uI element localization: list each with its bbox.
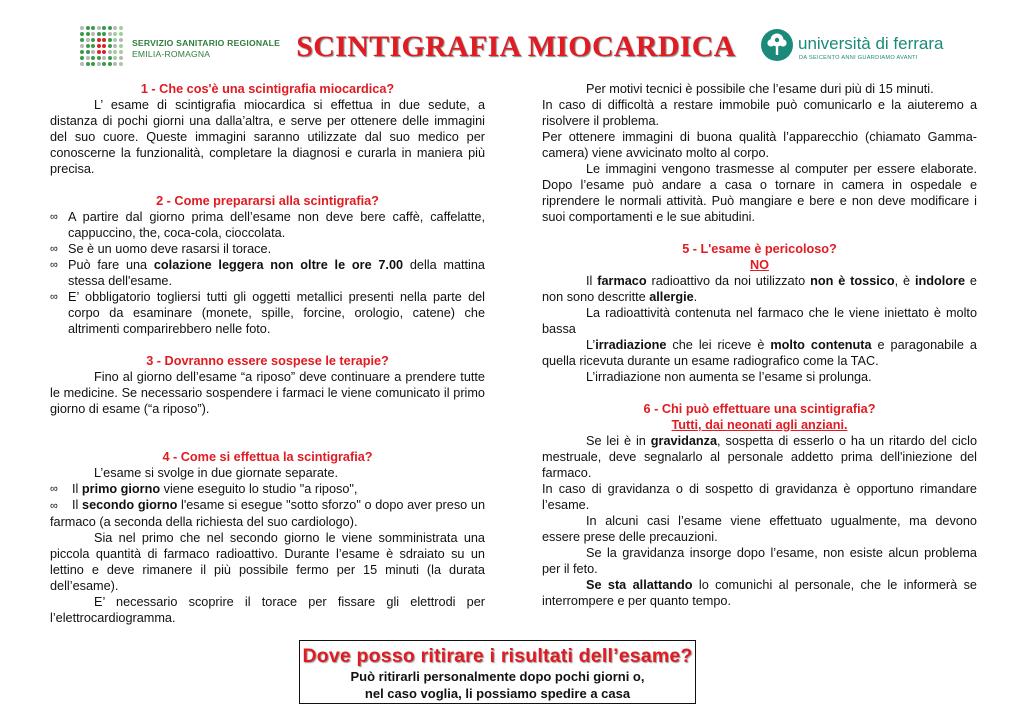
logo-dot bbox=[91, 26, 95, 30]
section-4-paragraph-3: E’ necessario scoprire il torace per fissare gli elettrodi per l’elettrocardiogramma. bbox=[50, 595, 485, 625]
unife-logo bbox=[760, 28, 960, 68]
section-6-heading: 6 - Chi può effettuare una scintigrafia? bbox=[643, 402, 876, 416]
logo-dot bbox=[102, 32, 106, 36]
ssr-logo-line1: SERVIZIO SANITARIO REGIONALE bbox=[132, 38, 281, 48]
section-6-paragraph-1: Se lei è in gravidanza, sospetta di esserlo o ha un ritardo del ciclo mestruale, deve segnalarlo al personale addetto prima dell'iniezione del farmaco. bbox=[542, 434, 977, 480]
logo-dot bbox=[113, 26, 117, 30]
section-4-heading: 4 - Come si effettua la scintigrafia? bbox=[162, 450, 373, 464]
logo-dot bbox=[91, 50, 95, 54]
logo-dot bbox=[97, 62, 101, 66]
logo-dot bbox=[119, 56, 123, 60]
right-intro-p2: In caso di difficoltà a restare immobile può comunicarlo e la aiuteremo a risolvere il problema. bbox=[542, 98, 977, 128]
logo-dot bbox=[80, 50, 84, 54]
section-6-answer: Tutti, dai neonati agli anziani. bbox=[671, 418, 848, 432]
section-1-text: L’ esame di scintigrafia miocardica si effettua in due sedute, a distanza di pochi giorni una dalla’altra, e serve per ottenere delle immagini del suo cuore. Queste immagini saranno utilizzate dal suo medico per conoscerne la funzionalità, completare la diagnosi e curarla in maniera più precisa. bbox=[50, 98, 485, 176]
section-3-heading: 3 - Dovranno essere sospese le terapie? bbox=[146, 354, 389, 368]
logo-dot bbox=[86, 44, 90, 48]
logo-dot bbox=[86, 38, 90, 42]
unife-tagline: DA SEICENTO ANNI GUARDIAMO AVANTI bbox=[799, 55, 918, 61]
section-2-heading: 2 - Come prepararsi alla scintigrafia? bbox=[156, 194, 379, 208]
logo-dot bbox=[91, 32, 95, 36]
right-column bbox=[542, 81, 977, 609]
logo-dot bbox=[108, 62, 112, 66]
section-5-paragraph-3: L’irradiazione che lei riceve è molto contenuta e paragonabile a quella ricevuta durante un esame radiografico come la TAC. bbox=[542, 338, 977, 368]
list-item: ∞ Se è un uomo deve rasarsi il torace. bbox=[50, 242, 272, 256]
logo-dot bbox=[102, 26, 106, 30]
logo-dot bbox=[113, 38, 117, 42]
bullet-icon: ∞ bbox=[50, 500, 58, 512]
logo-dot bbox=[97, 38, 101, 42]
unife-name: università di ferrara bbox=[798, 34, 944, 53]
right-intro-p3: Per ottenere immagini di buona qualità l’apparecchio (chiamato Gamma-camera) viene avvicinato molto al corpo. bbox=[542, 130, 977, 160]
logo-dot bbox=[97, 32, 101, 36]
section-5-answer: NO bbox=[749, 258, 770, 272]
right-intro-p4: Le immagini vengono trasmesse al computer per essere elaborate. Dopo l’esame può andare a casa o tornare in camera in ospedale e riprendere le normali attività. Può mangiare e bere e non deve modificare i suoi comportamenti e le sue abitudini. bbox=[542, 162, 977, 224]
logo-dot bbox=[102, 38, 106, 42]
section-3-text: Fino al giorno dell’esame “a riposo” deve continuare a prendere tutte le medicine. Se necessario sospendere i farmaci le viene comunicato il primo giorno di esame (“a riposo”). bbox=[50, 370, 485, 416]
tree-seal-icon bbox=[760, 28, 794, 62]
logo-dot bbox=[102, 62, 106, 66]
logo-dot bbox=[119, 50, 123, 54]
section-6-paragraph-2: In caso di gravidanza o di sospetto di gravidanza è opportuno rimandare l’esame. bbox=[542, 482, 977, 512]
logo-dot bbox=[102, 56, 106, 60]
logo-dot bbox=[97, 56, 101, 60]
list-item: ∞ Può fare una colazione leggera non oltre le ore 7.00 della mattina stessa dell'esame. bbox=[50, 258, 485, 288]
left-column bbox=[50, 81, 485, 626]
bullet-icon: ∞ bbox=[50, 483, 58, 495]
logo-dot bbox=[80, 56, 84, 60]
section-5-heading: 5 - L'esame è pericoloso? bbox=[682, 242, 837, 256]
logo-dot bbox=[91, 38, 95, 42]
logo-dot bbox=[86, 32, 90, 36]
dot-grid-logo-icon bbox=[80, 26, 124, 68]
logo-dot bbox=[108, 26, 112, 30]
section-4-intro: L’esame si svolge in due giornate separate. bbox=[94, 466, 339, 480]
logo-dot bbox=[119, 44, 123, 48]
bullet-icon: ∞ bbox=[50, 259, 58, 271]
logo-dot bbox=[119, 62, 123, 66]
ssr-emilia-romagna-logo bbox=[80, 26, 290, 68]
logo-dot bbox=[102, 50, 106, 54]
logo-dot bbox=[108, 50, 112, 54]
logo-dot bbox=[91, 44, 95, 48]
logo-dot bbox=[113, 50, 117, 54]
logo-dot bbox=[91, 62, 95, 66]
logo-dot bbox=[119, 38, 123, 42]
logo-dot bbox=[119, 26, 123, 30]
list-item: ∞ Il primo giorno viene eseguito lo studio "a riposo", bbox=[50, 482, 358, 496]
list-item: ∞ A partire dal giorno prima dell’esame non deve bere caffè, caffelatte, cappuccino, the, coca-cola, cioccolata. bbox=[50, 210, 485, 240]
logo-dot bbox=[113, 44, 117, 48]
section-6-paragraph-4: Se la gravidanza insorge dopo l’esame, non esiste alcun problema per il feto. bbox=[542, 546, 977, 576]
right-intro-p1: Per motivi tecnici è possibile che l’esame duri più di 15 minuti. bbox=[586, 82, 934, 96]
section-6-paragraph-5: Se sta allattando lo comunichi al personale, che le informerà se interrompere e per quanto tempo. bbox=[542, 578, 977, 608]
logo-dot bbox=[86, 56, 90, 60]
logo-dot bbox=[97, 44, 101, 48]
logo-dot bbox=[108, 56, 112, 60]
logo-dot bbox=[108, 44, 112, 48]
list-item: ∞ E’ obbligatorio togliersi tutti gli oggetti metallici presenti nella parte del corpo da esaminare (monete, spille, forcine, orologio, catene) che altrimenti comparirebbero nelle foto. bbox=[50, 290, 485, 336]
logo-dot bbox=[102, 44, 106, 48]
logo-dot bbox=[97, 50, 101, 54]
logo-dot bbox=[119, 32, 123, 36]
logo-dot bbox=[80, 62, 84, 66]
results-title: Dove posso ritirare i risultati dell’esame? bbox=[302, 645, 693, 667]
section-6-paragraph-3: In alcuni casi l’esame viene effettuato ugualmente, ma devono essere prese delle precauzioni. bbox=[542, 514, 977, 544]
logo-dot bbox=[86, 62, 90, 66]
logo-dot bbox=[80, 38, 84, 42]
section-5-paragraph-2: La radioattività contenuta nel farmaco che le viene iniettato è molto bassa bbox=[542, 306, 977, 336]
section-1-heading: 1 - Che cos'è una scintigrafia miocardica? bbox=[140, 82, 395, 96]
page-title: SCINTIGRAFIA MIOCARDICA bbox=[296, 30, 736, 63]
results-line-1: Può ritirarli personalmente dopo pochi giorni o, bbox=[350, 669, 645, 684]
logo-dot bbox=[80, 26, 84, 30]
results-info-box bbox=[299, 640, 696, 704]
logo-dot bbox=[80, 44, 84, 48]
ssr-logo-text bbox=[132, 38, 280, 60]
section-5-paragraph-4: L’irradiazione non aumenta se l’esame si prolunga. bbox=[586, 370, 872, 384]
logo-dot bbox=[86, 26, 90, 30]
bullet-icon: ∞ bbox=[50, 211, 58, 223]
logo-dot bbox=[113, 32, 117, 36]
logo-dot bbox=[86, 50, 90, 54]
logo-dot bbox=[113, 56, 117, 60]
logo-dot bbox=[113, 62, 117, 66]
logo-dot bbox=[97, 26, 101, 30]
results-line-2: nel caso voglia, li possiamo spedire a casa bbox=[364, 686, 631, 701]
logo-dot bbox=[80, 32, 84, 36]
section-5-paragraph-1: Il farmaco radioattivo da noi utilizzato non è tossico, è indolore e non sono descritte allergie. bbox=[542, 274, 977, 304]
logo-dot bbox=[91, 56, 95, 60]
list-item: ∞ Il secondo giorno l'esame si esegue "sotto sforzo" o dopo aver preso un farmaco (a seconda della richiesta del suo cardiologo). bbox=[50, 498, 485, 529]
bullet-icon: ∞ bbox=[50, 243, 58, 255]
bullet-icon: ∞ bbox=[50, 291, 58, 303]
logo-dot bbox=[108, 38, 112, 42]
ssr-logo-line2: EMILIA-ROMAGNA bbox=[132, 49, 211, 59]
logo-dot bbox=[108, 32, 112, 36]
section-4-paragraph-2: Sia nel primo che nel secondo giorno le viene somministrata una piccola quantità di farmaco radioattivo. Durante l’esame è sdraiato su un lettino e deve rimanere il più possibile fermo per 15 minuti (la durata dell’esame). bbox=[50, 531, 485, 593]
